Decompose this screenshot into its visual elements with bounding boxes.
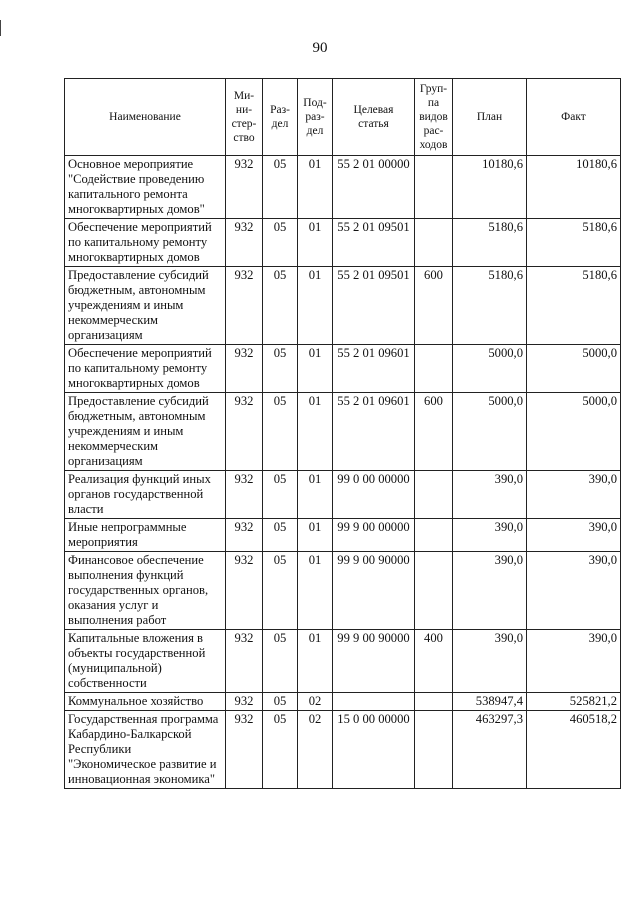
header-section: Раз- дел: [263, 79, 298, 156]
table-row: [65, 693, 621, 711]
table-row: [65, 552, 621, 630]
table-row: [65, 345, 621, 393]
table-header-row: [65, 79, 621, 156]
cell-subsection: 01: [298, 156, 333, 219]
cell-group: [415, 345, 453, 393]
cell-subsection: 01: [298, 630, 333, 693]
table-row: [65, 519, 621, 552]
cell-plan: 538947,4: [453, 693, 527, 711]
cell-section: 05: [263, 219, 298, 267]
header-ministry: Ми- ни- стер- ство: [226, 79, 263, 156]
cell-ministry: 932: [226, 519, 263, 552]
cell-group: [415, 552, 453, 630]
cell-section: 05: [263, 156, 298, 219]
cell-fact: 10180,6: [527, 156, 621, 219]
table-row: [65, 267, 621, 345]
cell-ministry: 932: [226, 393, 263, 471]
cell-plan: 5180,6: [453, 219, 527, 267]
cell-target: 99 0 00 00000: [333, 471, 415, 519]
cell-section: 05: [263, 711, 298, 789]
cell-name: Предоставление субсидий бюджетным, автономным учреждениям и иным некоммерческим организациям: [65, 393, 226, 471]
cell-target: 99 9 00 90000: [333, 630, 415, 693]
cell-name: Предоставление субсидий бюджетным, автономным учреждениям и иным некоммерческим организациям: [65, 267, 226, 345]
table-row: [65, 471, 621, 519]
cell-ministry: 932: [226, 345, 263, 393]
cell-group: 600: [415, 393, 453, 471]
cell-section: 05: [263, 519, 298, 552]
cell-subsection: 01: [298, 345, 333, 393]
cell-target: 55 2 01 09601: [333, 345, 415, 393]
cell-target: 55 2 01 09601: [333, 393, 415, 471]
header-name: Наименование: [65, 79, 226, 156]
cell-subsection: 01: [298, 393, 333, 471]
cell-group: [415, 693, 453, 711]
cell-group: [415, 219, 453, 267]
cell-plan: 5000,0: [453, 345, 527, 393]
cell-ministry: 932: [226, 630, 263, 693]
cell-target: 15 0 00 00000: [333, 711, 415, 789]
cell-fact: 390,0: [527, 471, 621, 519]
header-target: Целевая статья: [333, 79, 415, 156]
cell-subsection: 01: [298, 519, 333, 552]
cell-name: Финансовое обеспечение выполнения функций государственных органов, оказания услуг и выполнения работ: [65, 552, 226, 630]
table-row: [65, 156, 621, 219]
cell-ministry: 932: [226, 711, 263, 789]
cell-name: Капитальные вложения в объекты государственной (муниципальной) собственности: [65, 630, 226, 693]
header-group: Груп- па видов рас- ходов: [415, 79, 453, 156]
cell-name: Иные непрограммные мероприятия: [65, 519, 226, 552]
cell-name: Обеспечение мероприятий по капитальному ремонту многоквартирных домов: [65, 345, 226, 393]
cell-subsection: 01: [298, 552, 333, 630]
cell-ministry: 932: [226, 267, 263, 345]
cell-name: Реализация функций иных органов государственной власти: [65, 471, 226, 519]
cell-ministry: 932: [226, 219, 263, 267]
cell-target: 55 2 01 09501: [333, 267, 415, 345]
cell-fact: 390,0: [527, 630, 621, 693]
cell-subsection: 01: [298, 219, 333, 267]
cell-section: 05: [263, 393, 298, 471]
header-fact: Факт: [527, 79, 621, 156]
cell-fact: 5000,0: [527, 393, 621, 471]
cell-section: 05: [263, 471, 298, 519]
cell-group: 600: [415, 267, 453, 345]
cell-target: [333, 693, 415, 711]
cell-group: [415, 711, 453, 789]
cell-group: [415, 519, 453, 552]
table-row: [65, 711, 621, 789]
cell-plan: 463297,3: [453, 711, 527, 789]
cell-fact: 5180,6: [527, 267, 621, 345]
table-row: [65, 630, 621, 693]
header-plan: План: [453, 79, 527, 156]
cell-plan: 390,0: [453, 519, 527, 552]
cell-fact: 460518,2: [527, 711, 621, 789]
cell-subsection: 02: [298, 693, 333, 711]
cell-plan: 390,0: [453, 552, 527, 630]
cell-subsection: 01: [298, 471, 333, 519]
cell-plan: 390,0: [453, 630, 527, 693]
cell-target: 55 2 01 09501: [333, 219, 415, 267]
cell-plan: 5180,6: [453, 267, 527, 345]
cell-name: Основное мероприятие "Содействие проведению капитального ремонта многоквартирных домов": [65, 156, 226, 219]
cell-ministry: 932: [226, 552, 263, 630]
table-row: [65, 393, 621, 471]
cell-fact: 525821,2: [527, 693, 621, 711]
cell-name: Обеспечение мероприятий по капитальному ремонту многоквартирных домов: [65, 219, 226, 267]
cell-name: Государственная программа Кабардино-Балкарской Республики "Экономическое развитие и инновационная экономика": [65, 711, 226, 789]
cell-fact: 5180,6: [527, 219, 621, 267]
table-row: [65, 219, 621, 267]
cell-section: 05: [263, 630, 298, 693]
cell-plan: 10180,6: [453, 156, 527, 219]
page-number: 90: [312, 40, 328, 56]
cell-ministry: 932: [226, 156, 263, 219]
cell-group: [415, 156, 453, 219]
cell-fact: 390,0: [527, 519, 621, 552]
cell-fact: 5000,0: [527, 345, 621, 393]
cell-fact: 390,0: [527, 552, 621, 630]
cell-section: 05: [263, 267, 298, 345]
cell-subsection: 01: [298, 267, 333, 345]
cell-name: Коммунальное хозяйство: [65, 693, 226, 711]
cell-target: 99 9 00 00000: [333, 519, 415, 552]
cell-ministry: 932: [226, 693, 263, 711]
cell-section: 05: [263, 552, 298, 630]
budget-table: [64, 78, 621, 789]
cell-subsection: 02: [298, 711, 333, 789]
cell-plan: 390,0: [453, 471, 527, 519]
cell-target: 55 2 01 00000: [333, 156, 415, 219]
cell-section: 05: [263, 693, 298, 711]
cell-ministry: 932: [226, 471, 263, 519]
cell-group: [415, 471, 453, 519]
cell-plan: 5000,0: [453, 393, 527, 471]
cell-section: 05: [263, 345, 298, 393]
cell-target: 99 9 00 90000: [333, 552, 415, 630]
header-subsection: Под- раз- дел: [298, 79, 333, 156]
cell-group: 400: [415, 630, 453, 693]
scan-edge-mark: [0, 20, 4, 36]
